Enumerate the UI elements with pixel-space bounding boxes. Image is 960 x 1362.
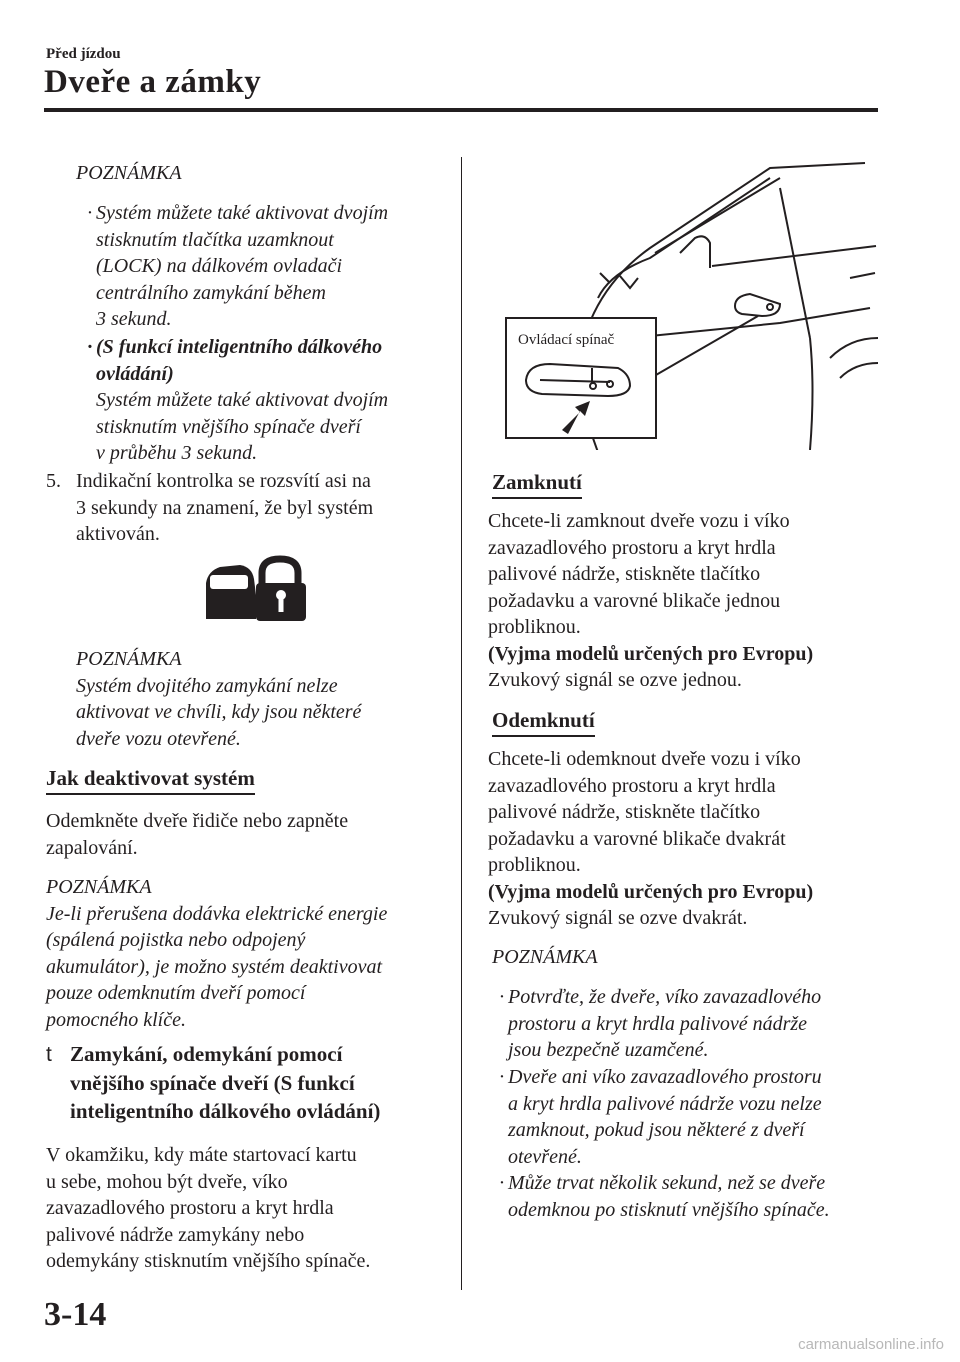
bullet-dot-icon: · — [86, 202, 94, 224]
lock-text: Chcete-li zamknout dveře vozu i víko zavazadlového prostoru a kryt hrdla palivové nádrže, stiskněte tlačítko požadavku a varovné blikače jednou probliknou. (Vyjma modelů určených pro Evropu) Zvukový signál se ozve jednou. — [488, 510, 814, 691]
note-label: POZNÁMKA — [76, 162, 182, 184]
door-switch-illustration — [480, 158, 880, 450]
bullet-dot-icon: · — [498, 1172, 506, 1194]
title-rule — [44, 108, 878, 112]
bullet-dot-icon: · — [498, 1066, 506, 1088]
note-bullet-1: · Potvrďte, že dveře, víko zavazadlového prostoru a kryt hrdla palivové nádrže jsou bezpečně uzamčené. — [496, 984, 821, 1064]
unlock-heading: Odemknutí — [492, 706, 595, 734]
note-label: POZNÁMKA — [492, 946, 598, 968]
section-marker: t — [46, 1043, 52, 1066]
section-body: V okamžiku, kdy máte startovací kartu u sebe, mohou být dveře, víko zavazadlového prostoru a kryt hrdla palivové nádrže zamykány nebo odemykány stisknutím vnějšího spínače. — [46, 1144, 371, 1272]
note-bullet-1: · Systém můžete také aktivovat dvojím stisknutím tlačítka uzamknout (LOCK) na dálkovém ovladači centrálního zamykání během 3 sekund. — [84, 200, 388, 333]
watermark: carmanualsonline.info — [798, 1336, 944, 1353]
deactivate-heading: Jak deaktivovat systém — [46, 764, 255, 792]
deactivate-text: Odemkněte dveře řidiče nebo zapněte zapalování. — [46, 810, 349, 859]
note-3: POZNÁMKA Je-li přerušena dodávka elektrické energie (spálená pojistka nebo odpojený akumulátor), je možno systém deaktivovat pouze odemknutím dveří pomocí pomocného klíče. — [46, 876, 388, 1031]
column-divider — [461, 157, 462, 1290]
note-2: POZNÁMKA Systém dvojitého zamykání nelze aktivovat ve chvíli, kdy jsou některé dveře vozu otevřené. — [76, 648, 362, 750]
security-indicator-icon — [200, 555, 308, 623]
step-5: 5. Indikační kontrolka se rozsvítí asi na 3 sekundy na znamení, že byl systém aktivován. — [46, 470, 374, 545]
section-heading: t Zamykání, odemykání pomocí vnějšího spínače dveří (S funkcí inteligentního dálkového ovládání) — [46, 1042, 381, 1123]
note-bullet-3: · Může trvat několik sekund, než se dveře odemknou po stisknutí vnějšího spínače. — [496, 1170, 830, 1223]
page-number: 3-14 — [44, 1296, 107, 1333]
note-bullet-2: · (S funkcí inteligentního dálkového ovládání) Systém můžete také aktivovat dvojím stisknutím vnějšího spínače dveří v průběhu 3 sekund. — [84, 334, 388, 467]
bullet-dot-icon: · — [498, 986, 506, 1008]
section-label: Před jízdou — [46, 46, 121, 62]
unlock-text: Chcete-li odemknout dveře vozu i víko zavazadlového prostoru a kryt hrdla palivové nádrže, stiskněte tlačítko požadavku a varovné blikače dvakrát probliknou. (Vyjma modelů určených pro Evropu) Zvukový signál se ozve dvakrát. — [488, 748, 814, 929]
page-title: Dveře a zámky — [44, 64, 262, 100]
illustration-label: Ovládací spínač — [518, 332, 615, 348]
bullet-dot-icon: · — [86, 336, 94, 358]
note-bullet-2: · Dveře ani víko zavazadlového prostoru a kryt hrdla palivové nádrže vozu nelze zamknout, pokud jsou některé z dveří otevřené. — [496, 1064, 822, 1170]
lock-heading: Zamknutí — [492, 468, 582, 496]
